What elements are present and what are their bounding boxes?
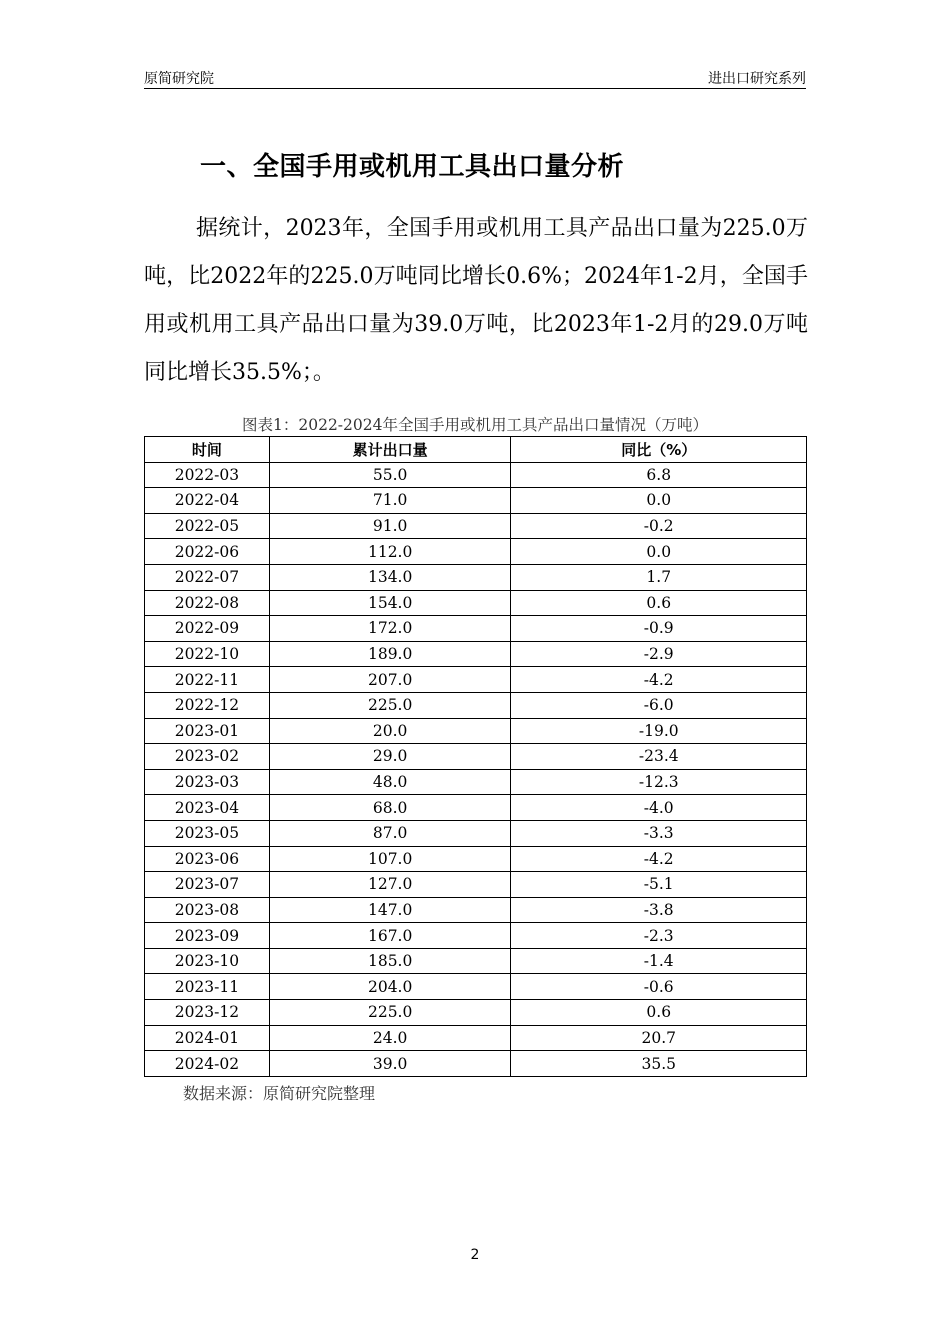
table-header-row bbox=[145, 437, 807, 463]
table-row bbox=[145, 718, 807, 744]
table-body bbox=[145, 462, 807, 1076]
column-header-yoy: 同比（%） bbox=[511, 437, 807, 463]
export-volume-table bbox=[144, 436, 807, 1077]
cell-yoy: -0.6 bbox=[511, 974, 807, 1000]
cell-cumulative-export: 225.0 bbox=[269, 1000, 511, 1026]
cell-yoy: -2.3 bbox=[511, 923, 807, 949]
table-row bbox=[145, 488, 807, 514]
table-row bbox=[145, 974, 807, 1000]
cell-time: 2023-01 bbox=[145, 718, 270, 744]
cell-yoy: 0.6 bbox=[511, 1000, 807, 1026]
table-row bbox=[145, 539, 807, 565]
cell-cumulative-export: 134.0 bbox=[269, 564, 511, 590]
table-row bbox=[145, 846, 807, 872]
cell-yoy: 20.7 bbox=[511, 1025, 807, 1051]
cell-time: 2022-04 bbox=[145, 488, 270, 514]
table-row bbox=[145, 1051, 807, 1077]
cell-cumulative-export: 20.0 bbox=[269, 718, 511, 744]
cell-time: 2022-12 bbox=[145, 692, 270, 718]
cell-yoy: 0.6 bbox=[511, 590, 807, 616]
table-row bbox=[145, 897, 807, 923]
table-row bbox=[145, 795, 807, 821]
cell-time: 2023-07 bbox=[145, 872, 270, 898]
cell-cumulative-export: 185.0 bbox=[269, 948, 511, 974]
cell-time: 2023-11 bbox=[145, 974, 270, 1000]
cell-yoy: -4.2 bbox=[511, 846, 807, 872]
cell-time: 2022-10 bbox=[145, 641, 270, 667]
section-title: 一、全国手用或机用工具出口量分析 bbox=[200, 152, 625, 182]
cell-cumulative-export: 167.0 bbox=[269, 923, 511, 949]
cell-cumulative-export: 55.0 bbox=[269, 462, 511, 488]
cell-yoy: -2.9 bbox=[511, 641, 807, 667]
cell-yoy: -0.2 bbox=[511, 513, 807, 539]
table-row bbox=[145, 769, 807, 795]
cell-time: 2023-02 bbox=[145, 744, 270, 770]
cell-cumulative-export: 68.0 bbox=[269, 795, 511, 821]
table-row bbox=[145, 1025, 807, 1051]
table-row bbox=[145, 744, 807, 770]
header-series-name: 进出口研究系列 bbox=[708, 71, 806, 87]
cell-yoy: -19.0 bbox=[511, 718, 807, 744]
cell-cumulative-export: 29.0 bbox=[269, 744, 511, 770]
table-caption: 图表1：2022-2024年全国手用或机用工具产品出口量情况（万吨） bbox=[242, 416, 708, 434]
cell-time: 2023-04 bbox=[145, 795, 270, 821]
cell-yoy: -1.4 bbox=[511, 948, 807, 974]
cell-time: 2023-06 bbox=[145, 846, 270, 872]
cell-yoy: -4.0 bbox=[511, 795, 807, 821]
cell-yoy: -3.8 bbox=[511, 897, 807, 923]
table-row bbox=[145, 564, 807, 590]
cell-time: 2024-02 bbox=[145, 1051, 270, 1077]
cell-yoy: 1.7 bbox=[511, 564, 807, 590]
table-row bbox=[145, 513, 807, 539]
cell-cumulative-export: 91.0 bbox=[269, 513, 511, 539]
cell-yoy: -23.4 bbox=[511, 744, 807, 770]
cell-yoy: 6.8 bbox=[511, 462, 807, 488]
cell-cumulative-export: 39.0 bbox=[269, 1051, 511, 1077]
cell-time: 2023-09 bbox=[145, 923, 270, 949]
table-row bbox=[145, 590, 807, 616]
column-header-cumulative-export: 累计出口量 bbox=[269, 437, 511, 463]
cell-yoy: 0.0 bbox=[511, 488, 807, 514]
cell-time: 2022-06 bbox=[145, 539, 270, 565]
cell-time: 2024-01 bbox=[145, 1025, 270, 1051]
cell-cumulative-export: 154.0 bbox=[269, 590, 511, 616]
cell-yoy: 0.0 bbox=[511, 539, 807, 565]
cell-cumulative-export: 207.0 bbox=[269, 667, 511, 693]
cell-cumulative-export: 112.0 bbox=[269, 539, 511, 565]
table-row bbox=[145, 1000, 807, 1026]
cell-yoy: -0.9 bbox=[511, 616, 807, 642]
cell-yoy: -6.0 bbox=[511, 692, 807, 718]
header-org-name: 原简研究院 bbox=[144, 71, 214, 87]
table-row bbox=[145, 667, 807, 693]
cell-time: 2023-05 bbox=[145, 820, 270, 846]
page-header bbox=[144, 62, 806, 89]
cell-time: 2022-11 bbox=[145, 667, 270, 693]
cell-time: 2022-09 bbox=[145, 616, 270, 642]
table-row bbox=[145, 462, 807, 488]
cell-cumulative-export: 24.0 bbox=[269, 1025, 511, 1051]
cell-time: 2023-03 bbox=[145, 769, 270, 795]
column-header-time: 时间 bbox=[145, 437, 270, 463]
cell-yoy: -5.1 bbox=[511, 872, 807, 898]
cell-yoy: -4.2 bbox=[511, 667, 807, 693]
cell-cumulative-export: 48.0 bbox=[269, 769, 511, 795]
data-source-note: 数据来源：原简研究院整理 bbox=[183, 1084, 376, 1103]
cell-time: 2022-03 bbox=[145, 462, 270, 488]
cell-cumulative-export: 204.0 bbox=[269, 974, 511, 1000]
table-row bbox=[145, 616, 807, 642]
cell-cumulative-export: 172.0 bbox=[269, 616, 511, 642]
cell-yoy: -3.3 bbox=[511, 820, 807, 846]
cell-time: 2022-07 bbox=[145, 564, 270, 590]
cell-time: 2022-08 bbox=[145, 590, 270, 616]
table-row bbox=[145, 641, 807, 667]
cell-cumulative-export: 71.0 bbox=[269, 488, 511, 514]
cell-yoy: 35.5 bbox=[511, 1051, 807, 1077]
cell-time: 2023-12 bbox=[145, 1000, 270, 1026]
cell-cumulative-export: 127.0 bbox=[269, 872, 511, 898]
page-number: 2 bbox=[470, 1247, 480, 1263]
table-row bbox=[145, 820, 807, 846]
cell-cumulative-export: 87.0 bbox=[269, 820, 511, 846]
cell-time: 2023-08 bbox=[145, 897, 270, 923]
cell-time: 2023-10 bbox=[145, 948, 270, 974]
table-row bbox=[145, 948, 807, 974]
table-row bbox=[145, 923, 807, 949]
cell-time: 2022-05 bbox=[145, 513, 270, 539]
cell-cumulative-export: 107.0 bbox=[269, 846, 511, 872]
table-row bbox=[145, 692, 807, 718]
cell-yoy: -12.3 bbox=[511, 769, 807, 795]
body-paragraph: 据统计，2023年，全国手用或机用工具产品出口量为225.0万吨，比2022年的225.0万吨同比增长0.6%；2024年1-2月，全国手用或机用工具产品出口量为39.0万吨，比2023年1-2月的29.0万吨同比增长35.5%；。 bbox=[144, 216, 808, 385]
cell-cumulative-export: 147.0 bbox=[269, 897, 511, 923]
cell-cumulative-export: 225.0 bbox=[269, 692, 511, 718]
cell-cumulative-export: 189.0 bbox=[269, 641, 511, 667]
table-row bbox=[145, 872, 807, 898]
